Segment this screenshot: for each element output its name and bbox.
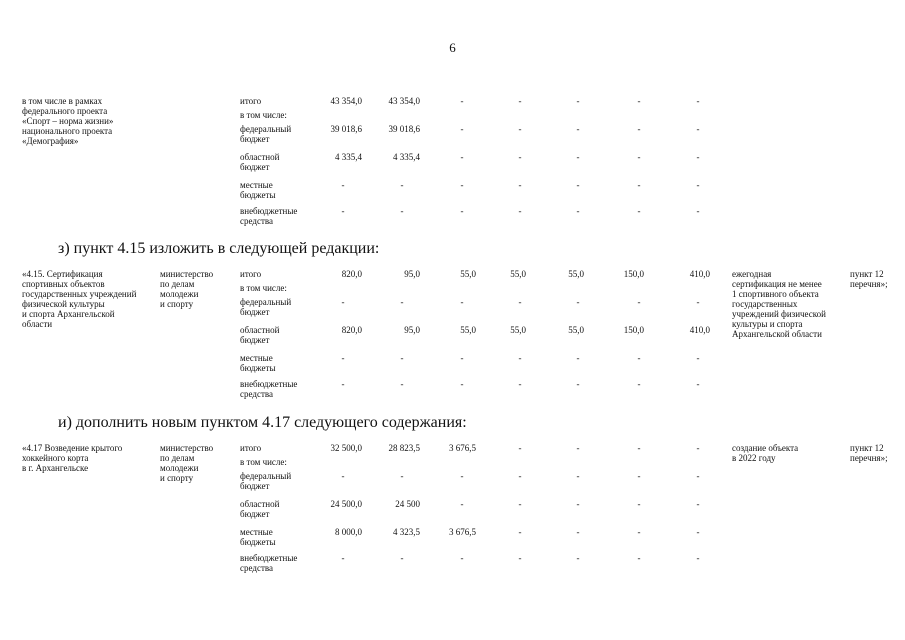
funding-value: - xyxy=(400,297,404,307)
funding-value: - xyxy=(696,471,700,481)
funding-value: - xyxy=(576,96,580,106)
measure-name: «4.17 Возведение крытого хоккейного корта в г. Архангельске xyxy=(22,443,123,473)
funding-source-label: итого xyxy=(240,269,262,279)
funding-value: - xyxy=(637,152,641,162)
funding-value: - xyxy=(576,297,580,307)
funding-source-label: областной бюджет xyxy=(240,325,280,345)
funding-value: - xyxy=(576,206,580,216)
funding-value: - xyxy=(637,527,641,537)
funding-value: 43 354,0 xyxy=(330,96,362,106)
funding-value: - xyxy=(460,206,464,216)
funding-value: - xyxy=(637,180,641,190)
funding-value: 820,0 xyxy=(341,325,362,335)
expected-result: ежегодная сертификация не менее 1 спортивного объекта государственных учреждений физической культуры и спорта Архангельской области xyxy=(732,269,827,339)
funding-value: - xyxy=(518,527,522,537)
funding-value: 39 018,6 xyxy=(330,124,362,134)
funding-value: - xyxy=(341,553,345,563)
funding-value: - xyxy=(576,152,580,162)
funding-value: 95,0 xyxy=(404,325,420,335)
funding-value: - xyxy=(518,353,522,363)
funding-value: - xyxy=(400,206,404,216)
funding-value: - xyxy=(400,471,404,481)
funding-value: 24 500,0 xyxy=(330,499,362,509)
funding-value: 55,0 xyxy=(460,325,476,335)
funding-value: 4 323,5 xyxy=(393,527,420,537)
funding-value: - xyxy=(518,96,522,106)
funding-value: 820,0 xyxy=(341,269,362,279)
funding-value: - xyxy=(696,206,700,216)
funding-value: - xyxy=(341,379,345,389)
funding-value: 95,0 xyxy=(404,269,420,279)
funding-value: - xyxy=(460,124,464,134)
funding-value: - xyxy=(518,180,522,190)
funding-value: 4 335,4 xyxy=(393,152,420,162)
funding-source-label: в том числе: xyxy=(240,283,287,293)
funding-value: - xyxy=(460,297,464,307)
funding-value: - xyxy=(341,180,345,190)
funding-value: - xyxy=(460,180,464,190)
link-to-list: пункт 12 перечня»; xyxy=(850,443,888,463)
funding-source-label: в том числе: xyxy=(240,110,287,120)
funding-value: - xyxy=(518,553,522,563)
funding-value: - xyxy=(696,553,700,563)
funding-value: 410,0 xyxy=(689,325,710,335)
funding-value: 150,0 xyxy=(623,269,644,279)
funding-value: - xyxy=(400,353,404,363)
funding-value: 43 354,0 xyxy=(388,96,420,106)
funding-value: - xyxy=(637,297,641,307)
funding-value: - xyxy=(341,297,345,307)
funding-value: - xyxy=(637,443,641,453)
funding-value: - xyxy=(637,379,641,389)
measure-name: в том числе в рамках федерального проекта «Спорт – норма жизни» национального проекта «Демография» xyxy=(22,96,114,146)
measure-name: «4.15. Сертификация спортивных объектов государственных учреждений физической культуры и спорта Архангельской области xyxy=(22,269,137,329)
funding-value: - xyxy=(637,96,641,106)
funding-value: 55,0 xyxy=(510,325,526,335)
funding-value: - xyxy=(696,443,700,453)
funding-source-label: внебюджетные средства xyxy=(240,206,298,226)
funding-value: - xyxy=(460,499,464,509)
funding-value: - xyxy=(341,206,345,216)
funding-source-label: областной бюджет xyxy=(240,499,280,519)
funding-value: - xyxy=(637,553,641,563)
funding-source-label: внебюджетные средства xyxy=(240,379,298,399)
funding-source-label: местные бюджеты xyxy=(240,180,276,200)
funding-value: - xyxy=(696,379,700,389)
funding-value: - xyxy=(637,353,641,363)
funding-value: 55,0 xyxy=(568,269,584,279)
funding-value: - xyxy=(400,180,404,190)
funding-value: - xyxy=(518,124,522,134)
funding-value: - xyxy=(696,180,700,190)
funding-value: - xyxy=(518,379,522,389)
funding-value: - xyxy=(696,124,700,134)
funding-value: - xyxy=(518,471,522,481)
executor: министерство по делам молодежи и спорту xyxy=(160,443,214,483)
funding-value: - xyxy=(518,206,522,216)
funding-value: 410,0 xyxy=(689,269,710,279)
funding-value: - xyxy=(637,206,641,216)
funding-source-label: федеральный бюджет xyxy=(240,471,292,491)
funding-source-label: местные бюджеты xyxy=(240,353,276,373)
funding-value: - xyxy=(341,471,345,481)
funding-source-label: внебюджетные средства xyxy=(240,553,298,573)
funding-value: - xyxy=(460,353,464,363)
funding-value: 55,0 xyxy=(568,325,584,335)
funding-value: 3 676,5 xyxy=(449,527,476,537)
funding-value: - xyxy=(460,379,464,389)
funding-value: - xyxy=(637,499,641,509)
funding-value: 4 335,4 xyxy=(335,152,362,162)
funding-value: - xyxy=(400,553,404,563)
funding-value: - xyxy=(460,96,464,106)
funding-value: - xyxy=(576,353,580,363)
funding-value: - xyxy=(518,499,522,509)
funding-value: 55,0 xyxy=(510,269,526,279)
funding-value: - xyxy=(518,443,522,453)
funding-value: - xyxy=(576,553,580,563)
link-to-list: пункт 12 перечня»; xyxy=(850,269,888,289)
funding-source-label: итого xyxy=(240,96,262,106)
funding-value: - xyxy=(576,443,580,453)
funding-source-label: в том числе: xyxy=(240,457,287,467)
expected-result: создание объекта в 2022 году xyxy=(732,443,799,463)
funding-source-label: местные бюджеты xyxy=(240,527,276,547)
funding-source-label: итого xyxy=(240,443,262,453)
funding-value: - xyxy=(576,379,580,389)
funding-value: - xyxy=(400,379,404,389)
funding-value: - xyxy=(696,96,700,106)
funding-value: - xyxy=(518,152,522,162)
executor: министерство по делам молодежи и спорту xyxy=(160,269,214,309)
funding-value: - xyxy=(576,471,580,481)
funding-value: - xyxy=(696,353,700,363)
funding-value: - xyxy=(637,124,641,134)
funding-value: - xyxy=(460,471,464,481)
funding-value: 150,0 xyxy=(623,325,644,335)
funding-value: 32 500,0 xyxy=(330,443,362,453)
funding-value: - xyxy=(696,527,700,537)
heading-item-z: з) пункт 4.15 изложить в следующей редакции: xyxy=(58,240,380,257)
page-number: 6 xyxy=(449,40,456,55)
funding-source-label: федеральный бюджет xyxy=(240,297,292,317)
funding-value: 28 823,5 xyxy=(388,443,420,453)
funding-value: - xyxy=(576,527,580,537)
funding-value: 3 676,5 xyxy=(449,443,476,453)
funding-value: - xyxy=(696,152,700,162)
funding-value: - xyxy=(696,297,700,307)
funding-value: - xyxy=(696,499,700,509)
funding-value: 55,0 xyxy=(460,269,476,279)
funding-value: - xyxy=(637,471,641,481)
funding-value: - xyxy=(576,124,580,134)
funding-value: - xyxy=(460,152,464,162)
funding-value: 24 500 xyxy=(395,499,420,509)
funding-value: - xyxy=(460,553,464,563)
funding-value: - xyxy=(518,297,522,307)
funding-value: - xyxy=(576,180,580,190)
funding-value: - xyxy=(576,499,580,509)
funding-source-label: федеральный бюджет xyxy=(240,124,292,144)
funding-source-label: областной бюджет xyxy=(240,152,280,172)
heading-item-i: и) дополнить новым пунктом 4.17 следующего содержания: xyxy=(58,414,467,431)
funding-value: - xyxy=(341,353,345,363)
funding-value: 39 018,6 xyxy=(388,124,420,134)
funding-value: 8 000,0 xyxy=(335,527,362,537)
